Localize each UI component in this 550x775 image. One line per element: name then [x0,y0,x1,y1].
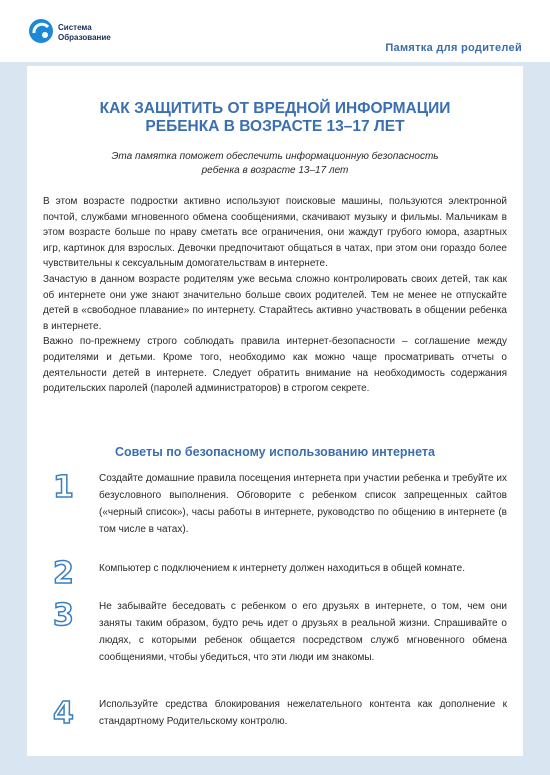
logo-text [58,23,111,43]
body-text [43,194,507,397]
paragraph-3: Важно по-прежнему строго соблюдать правила интернет-безопасности – соглашение между родителями и детьми. Кроме того, необходимо как можно чаще просматривать отчеты о деятельности детей в интернете. Следует обратить внимание на необходимость содержания родительских паролей (паролей администраторов) в строгом секрете. [43,336,507,395]
tip-text-3: Не забывайте беседовать с ребенком о его друзьях в интернете, о том, чем они заняты таким образом, будто речь идет о друзьях в реальной жизни. Спрашивайте о людях, с которыми ребенок общается посредством служб мгновенного обмена сообщениями, чтобы убедиться, что эти люди им знакомы. [99,601,507,663]
content-card [27,66,523,756]
page-header [0,0,550,62]
logo-line-2: Образование [58,33,111,42]
logo-line-1: Система [58,23,92,32]
tip-3 [43,598,507,666]
page-title [27,100,523,136]
tip-text-1: Создайте домашние правила посещения интернета при участии ребенка и требуйте их безусловного выполнения. Обговорите с ребенком список запрещенных сайтов («черный список»), часы работы в интернете, руководство по общению в интернете (в том числе в чатах). [99,473,507,535]
tip-2 [43,556,507,592]
logo-icon [28,18,54,44]
tip-text-2: Компьютер с подключением к интернету должен находиться в общей комнате. [99,563,465,574]
title-line-1: КАК ЗАЩИТИТЬ ОТ ВРЕДНОЙ ИНФОРМАЦИИ [99,100,451,117]
tip-number-2: 2 [53,556,74,591]
subtitle [27,150,523,178]
paragraph-1: В этом возрасте подростки активно используют поисковые машины, пользуются электронной почтой, службами мгновенного обмена сообщениями, скачивают музыку и фильмы. Мальчикам в этом возрасте больше по нраву сметать все ограничения, они жаждут грубого юмора, азартных игр, картинок для взрослых. Девочки предпочитают общаться в чатах, при этом они гораздо более чувствительны к сексуальным домогательствам в интернете. [43,196,507,270]
bottom-band [0,760,550,775]
title-line-2: РЕБЕНКА В ВОЗРАСТЕ 13–17 ЛЕТ [145,118,405,135]
tip-text-4: Используйте средства блокирования нежелательного контента как дополнение к стандартному Родительскому контролю. [99,699,507,727]
subtitle-line-2: ребенка в возрасте 13–17 лет [201,165,349,176]
tip-number-1: 1 [53,470,74,505]
memo-title: Памятка для родителей [385,42,522,54]
tip-number-3: 3 [53,598,74,633]
tips-title: Советы по безопасному использованию интернета [115,445,435,459]
tip-number-4: 4 [53,696,74,731]
subtitle-line-1: Эта памятка поможет обеспечить информационную безопасность [111,151,439,162]
paragraph-2: Зачастую в данном возрасте родителям уже весьма сложно контролировать своих детей, так как об интернете они уже знают значительно больше своих родителей. Тем не менее не отпускайте детей в «свободное плавание» по интернету. Старайтесь активно участвовать в общении ребенка в интернете. [43,273,507,332]
tip-1 [43,470,507,538]
tip-4 [43,696,507,732]
